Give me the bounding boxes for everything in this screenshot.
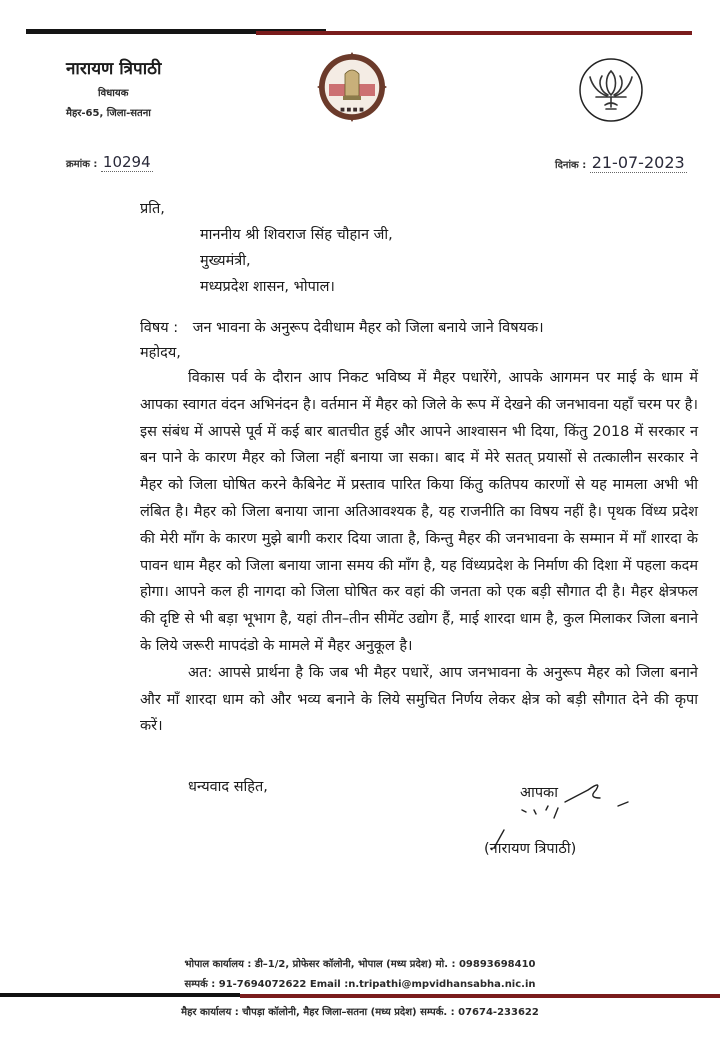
- footer-bhopal: [0, 955, 720, 995]
- sender-constituency: मैहर-65, जिला-सतना: [66, 108, 151, 119]
- footer-rule-black: [0, 993, 240, 997]
- reference-number: [66, 153, 153, 171]
- reference-label: क्रमांक :: [66, 159, 98, 170]
- date-value: 21-07-2023: [591, 153, 685, 172]
- addressee-block: [200, 222, 393, 300]
- bjp-lotus-logo-icon: [578, 57, 644, 123]
- letterhead-sender: [66, 56, 161, 119]
- svg-text:■ ■ ■ ■: ■ ■ ■ ■: [340, 107, 364, 113]
- reference-value: 10294: [102, 153, 151, 171]
- contact-email: सम्पर्क : 91-7694072622 Email :n.tripathi@mpvidhansabha.nic.in: [184, 979, 536, 990]
- body-paragraph: विकास पर्व के दौरान आप निकट भविष्य में मैहर पधारेंगे, आपके आगमन पर माई के धाम में आपका स्वागत वंदन अभिनंदन है। वर्तमान में मैहर को जिले के रूप में देखने की जनभावना यहाँ चरम पर है। इस संबंध में आपसे पूर्व में कई बार बातचीत हुई और आपने आश्वासन भी दिया, किंतु 2018 में सरकार न बन पाने के कारण मैहर को जिला नहीं बनाया जा सका। बाद में मेरे सतत् प्रयासों से तत्कालीन सरकार ने मैहर को जिला घोषित करने कैबिनेट में प्रस्ताव पारित किया किंतु कतिपय कारणों से यह मामला अभी भी लंबित है। मैहर को जिला बनाया जाना अतिआवश्यक है, यह राजनीति का विषय नहीं है। पृथक विंध्य प्रदेश की मेरी माँग के कारण मुझे बागी करार दिया जाता है, किन्तु मैहर की जनभावना के सम्मान में माँ शारदा के पावन धाम मैहर को जिला बनाया जाना समय की माँग है, यह विंध्यप्रदेश के निर्माण की दिशा में पहला कदम होगा। आपने कल ही नागदा को जिला घोषित कर वहां की जनता को एक बड़ी सौगात दी है। मैहर क्षेत्रफल की दृष्टि से भी बड़ा भूभाग है, यहां तीन–तीन सीमेंट उद्योग हैं, माई शारदा धाम है, कुल मिलाकर जिला बनाने के लिये जरूरी मापदंडो के मामले में मैहर अनुकूल है।: [140, 370, 698, 654]
- letter-body: [140, 365, 698, 740]
- sender-name: नारायण त्रिपाठी: [66, 59, 162, 79]
- closing-yours: आपका: [520, 785, 558, 801]
- subject-text: जन भावना के अनुरूप देवीधाम मैहर को जिला बनाये जाने विषयक।: [192, 320, 544, 336]
- bhopal-office-address: भोपाल कार्यालय : डी–1/2, प्रोफेसर कॉलोनी, भोपाल (मध्य प्रदेश) मो. : 09893698410: [184, 959, 536, 970]
- signer-name: (नारायण त्रिपाठी): [484, 841, 577, 857]
- date-label: दिनांक :: [555, 160, 587, 171]
- addressee-prefix: प्रति,: [140, 201, 165, 217]
- subject-label: विषय :: [140, 320, 179, 336]
- footer-rule-red: [240, 994, 720, 998]
- addressee-line: मध्यप्रदेश शासन, भोपाल।: [200, 279, 335, 295]
- maihar-office-address: मैहर कार्यालय : चौपड़ा कॉलोनी, मैहर जिला–सतना (मध्य प्रदेश) सम्पर्क. : 07674-233622: [181, 1007, 539, 1018]
- subject-line: [140, 317, 544, 337]
- letterhead-rule-red: [256, 31, 692, 35]
- salutation: महोदय,: [140, 345, 181, 361]
- body-paragraph: अत: आपसे प्रार्थना है कि जब भी मैहर पधारें, आप जनभावना के अनुरूप मैहर को जिला बनाने और माँ शारदा धाम को और भव्य बनाने के लिये समुचित निर्णय लेकर क्षेत्र को बड़ी सौगात देने की कृपा करें।: [140, 664, 698, 735]
- signature-block: [470, 770, 650, 910]
- addressee-line: मुख्यमंत्री,: [200, 253, 251, 269]
- addressee-line: माननीय श्री शिवराज सिंह चौहान जी,: [200, 227, 393, 243]
- sender-designation: विधायक: [98, 88, 129, 99]
- vidhan-sabha-seal-icon: [317, 52, 387, 122]
- closing-thanks: धन्यवाद सहित,: [188, 779, 268, 795]
- letter-date: [555, 153, 687, 172]
